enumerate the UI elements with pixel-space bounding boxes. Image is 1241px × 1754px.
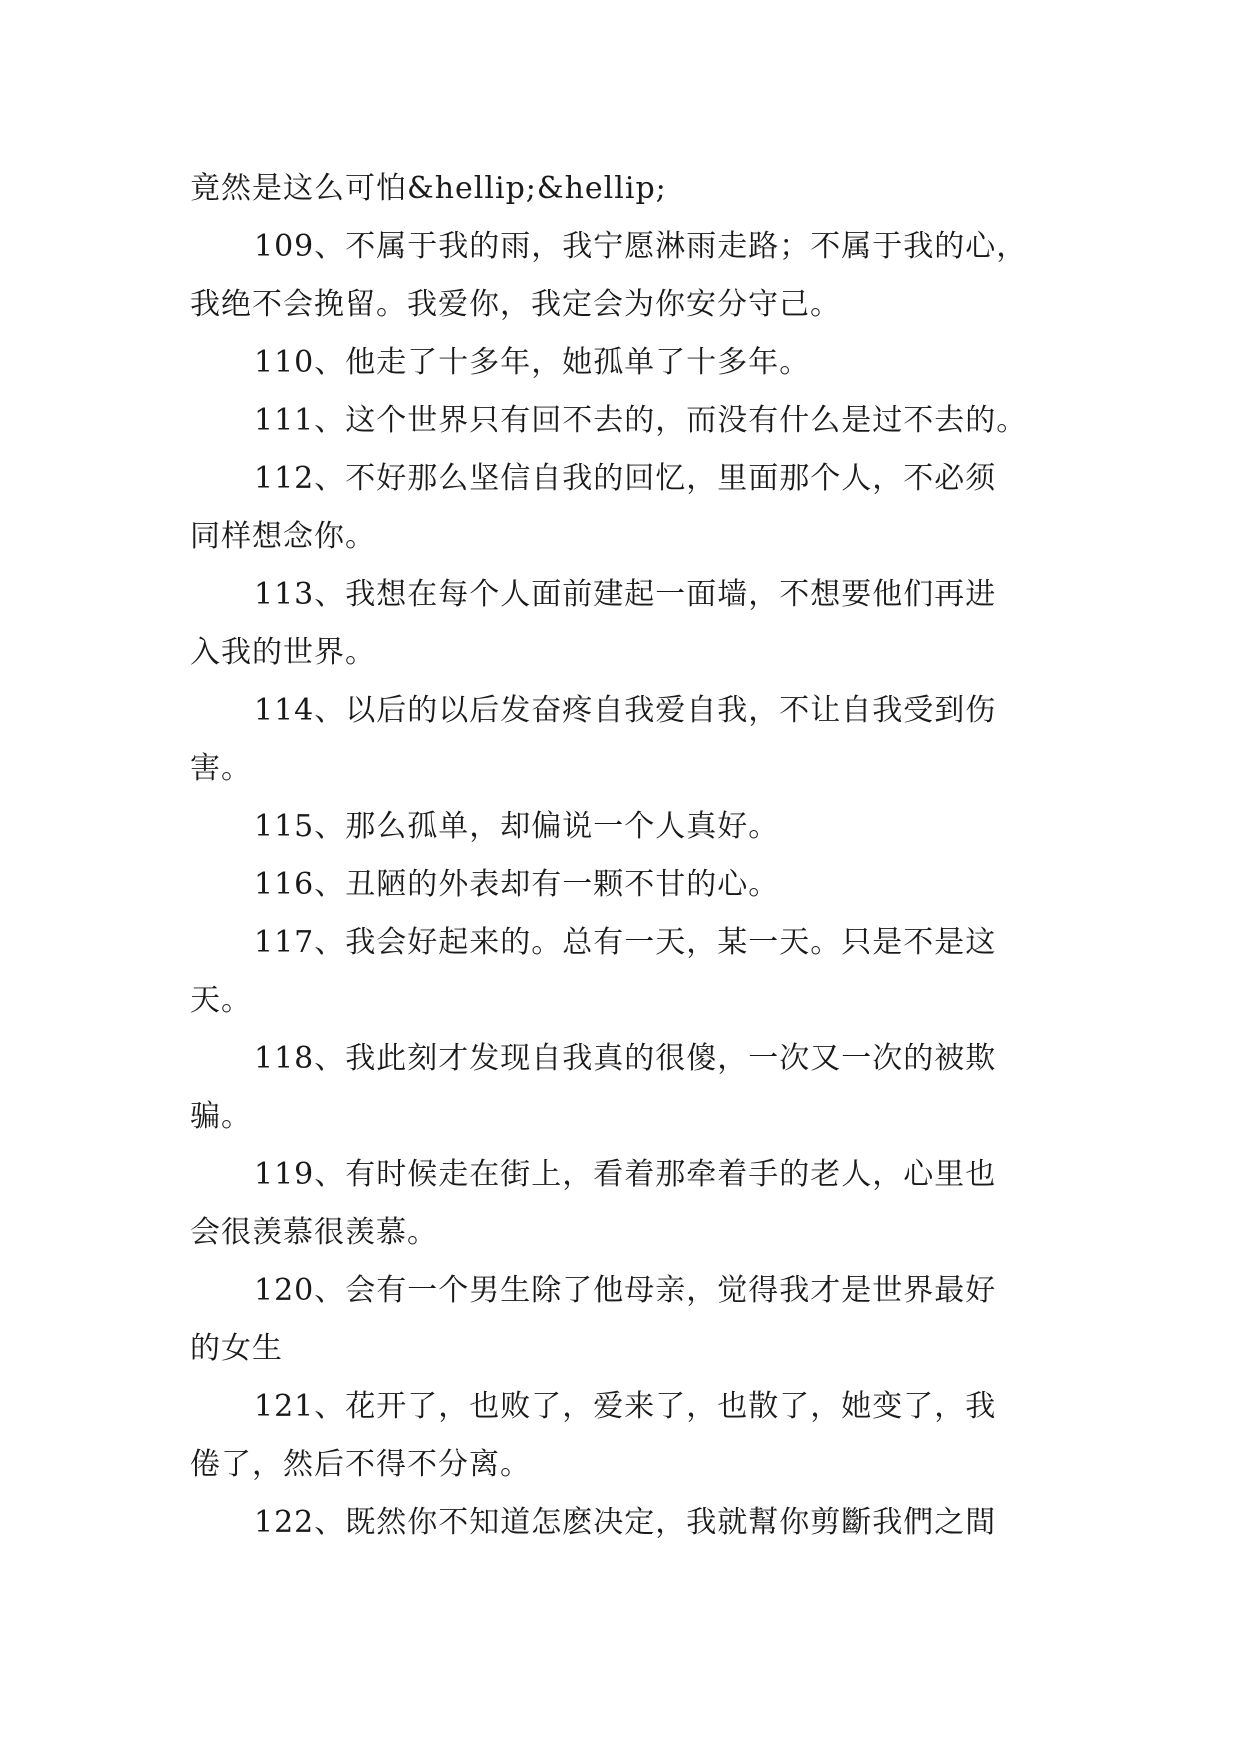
text-line: 入我的世界。 (190, 635, 376, 670)
text-line: 114、以后的以后发奋疼自我爱自我，不让自我受到伤 (254, 693, 997, 728)
text-line: 116、丑陋的外表却有一颗不甘的心。 (254, 867, 780, 902)
text-line: 骗。 (190, 1099, 252, 1134)
text-line: 害。 (190, 751, 252, 786)
document-body (190, 160, 1060, 1552)
text-line: 111、这个世界只有回不去的，而没有什么是过不去的。 (254, 403, 1028, 438)
text-line: 118、我此刻才发现自我真的很傻，一次又一次的被欺 (254, 1041, 997, 1076)
text-line: 117、我会好起来的。总有一天，某一天。只是不是这 (254, 925, 997, 960)
text-line: 120、会有一个男生除了他母亲，觉得我才是世界最好 (254, 1273, 997, 1308)
text-line: 113、我想在每个人面前建起一面墙，不想要他们再进 (254, 577, 997, 612)
text-line: 天。 (190, 983, 252, 1018)
text-line: 同样想念你。 (190, 519, 376, 554)
text-line: 115、那么孤单，却偏说一个人真好。 (254, 809, 780, 844)
text-line: 的女生 (190, 1331, 283, 1366)
text-line: 119、有时候走在街上，看着那牵着手的老人，心里也 (254, 1157, 997, 1192)
text-line: 我绝不会挽留。我爱你，我定会为你安分守己。 (190, 287, 841, 322)
text-line: 122、既然你不知道怎麽决定，我就幫你剪斷我們之間 (254, 1505, 997, 1540)
text-line: 109、不属于我的雨，我宁愿淋雨走路；不属于我的心， (254, 229, 1028, 264)
text-line: 会很羡慕很羡慕。 (190, 1215, 438, 1250)
text-line: 112、不好那么坚信自我的回忆，里面那个人，不必须 (254, 461, 997, 496)
text-line: 倦了，然后不得不分离。 (190, 1447, 531, 1482)
text-line: 竟然是这么可怕&hellip;&hellip; (190, 171, 667, 206)
text-line: 121、花开了，也败了，爱来了，也散了，她变了，我 (254, 1389, 997, 1424)
text-line: 110、他走了十多年，她孤单了十多年。 (254, 345, 811, 380)
